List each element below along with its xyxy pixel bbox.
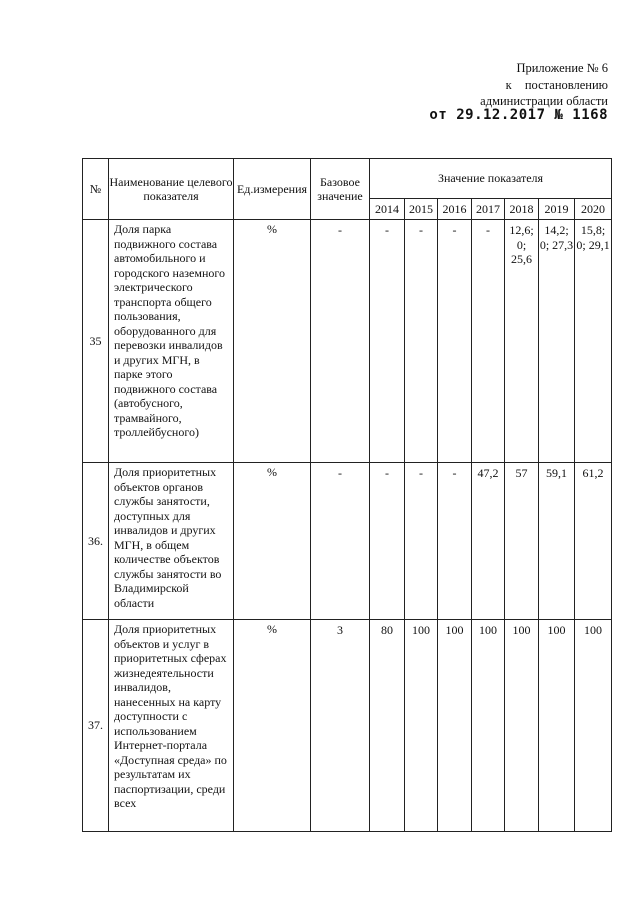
value-cell: -: [370, 463, 405, 620]
value-cell: 15,8; 0; 29,1: [575, 220, 612, 463]
row-number: 37.: [83, 620, 109, 832]
unit-cell: %: [234, 220, 311, 463]
value-cell: 100: [575, 620, 612, 832]
indicator-name: Доля парка подвижного состава автомобильного и городского наземного электрического транспорта общего пользования, оборудованного для перевозки инвалидов и других МГН, в парке этого подвижного состава (автобусного, трамвайного, троллейбусного): [109, 220, 234, 463]
indicators-table: [82, 158, 612, 832]
value-cell: -: [370, 220, 405, 463]
value-cell: -: [438, 463, 472, 620]
unit-cell: %: [234, 620, 311, 832]
col-values-header: Значение показателя: [370, 159, 612, 199]
base-value: -: [311, 463, 370, 620]
row-number: 36.: [83, 463, 109, 620]
value-cell: 100: [472, 620, 505, 832]
row-number: 35: [83, 220, 109, 463]
base-value: 3: [311, 620, 370, 832]
table-row: [83, 220, 612, 463]
value-cell: 59,1: [539, 463, 575, 620]
value-cell: -: [472, 220, 505, 463]
unit-cell: %: [234, 463, 311, 620]
value-cell: 57: [505, 463, 539, 620]
value-cell: -: [405, 220, 438, 463]
value-cell: 14,2; 0; 27,3: [539, 220, 575, 463]
value-cell: 100: [405, 620, 438, 832]
col-name-header: Наименование целевого показателя: [109, 159, 234, 220]
base-value: -: [311, 220, 370, 463]
appendix-title: Приложение № 6: [516, 61, 608, 75]
year-header: 2017: [472, 199, 505, 220]
year-header: 2020: [575, 199, 612, 220]
appendix-authority: администрации области: [480, 94, 608, 108]
col-base-header: Базовое значение: [311, 159, 370, 220]
table-row: [83, 620, 612, 832]
year-header: 2018: [505, 199, 539, 220]
table-header-row: [83, 159, 612, 199]
col-unit-header: Ед.измерения: [234, 159, 311, 220]
appendix-ref: к постановлению: [505, 78, 608, 92]
value-cell: 100: [505, 620, 539, 832]
value-cell: 47,2: [472, 463, 505, 620]
col-num-header: №: [83, 159, 109, 220]
value-cell: 12,6; 0; 25,6: [505, 220, 539, 463]
year-header: 2014: [370, 199, 405, 220]
value-cell: 100: [438, 620, 472, 832]
value-cell: 61,2: [575, 463, 612, 620]
year-header: 2019: [539, 199, 575, 220]
indicator-name: Доля приоритетных объектов и услуг в приоритетных сферах жизнедеятельности инвалидов, нанесенных на карту доступности с использованием Интернет-портала «Доступная среда» по результатам их паспортизации, среди всех: [109, 620, 234, 832]
appendix-date-number: от 29.12.2017 № 1168: [429, 107, 608, 123]
value-cell: 100: [539, 620, 575, 832]
indicator-name: Доля приоритетных объектов органов службы занятости, доступных для инвалидов и других МГН, в общем количестве объектов службы занятости во Владимирской области: [109, 463, 234, 620]
table-row: [83, 463, 612, 620]
year-header: 2016: [438, 199, 472, 220]
value-cell: 80: [370, 620, 405, 832]
value-cell: -: [405, 463, 438, 620]
year-header: 2015: [405, 199, 438, 220]
value-cell: -: [438, 220, 472, 463]
